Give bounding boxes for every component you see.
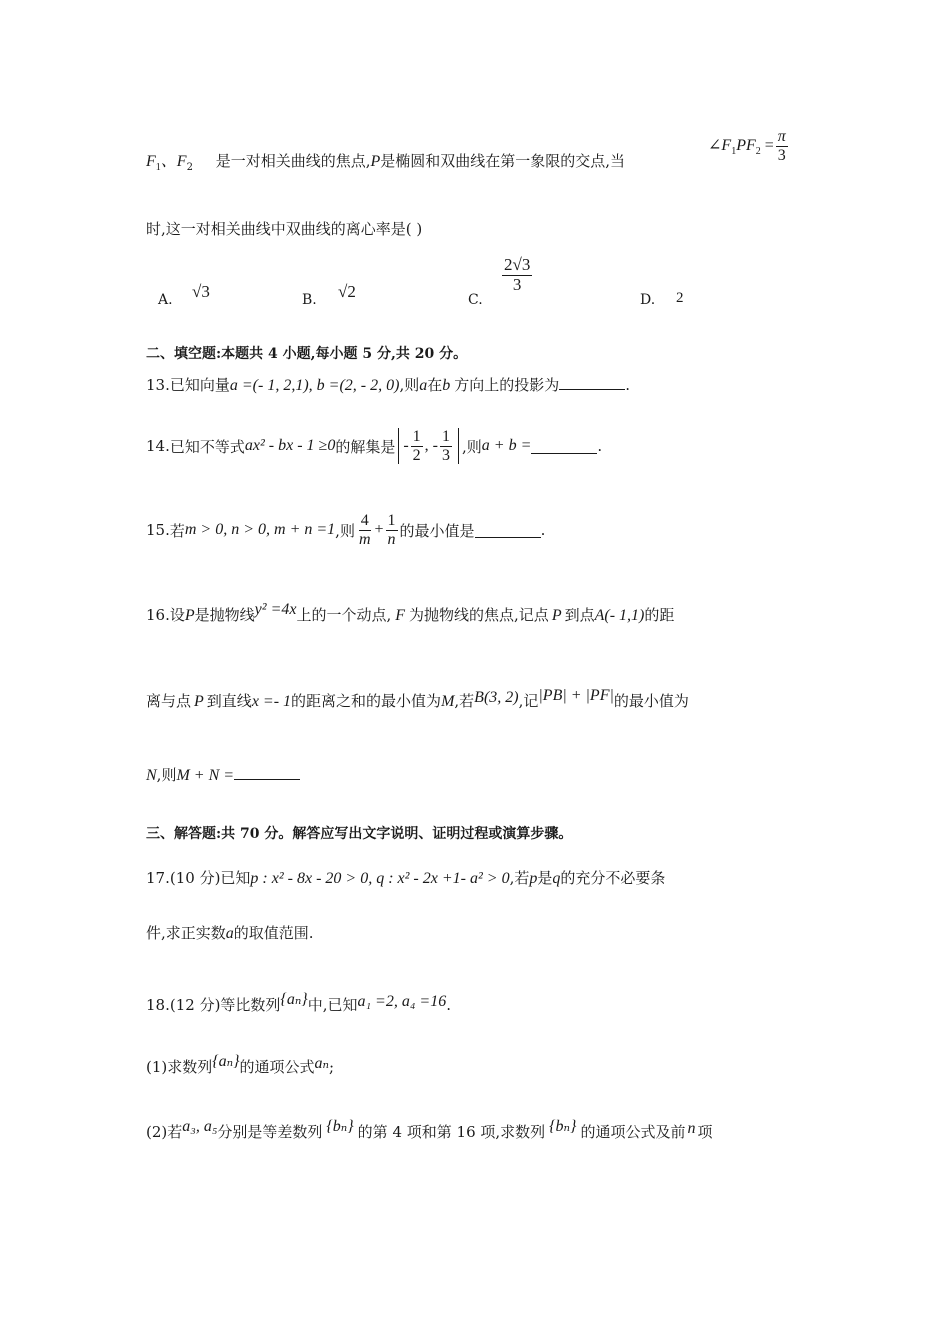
q13-pre: 已知向量 <box>169 376 230 394</box>
q14-expr2: a + b = <box>481 437 532 455</box>
q12-line2: 时,这一对相关曲线中双曲线的离心率是( ) <box>146 220 423 238</box>
q13-num: 13. <box>146 376 170 394</box>
q15-expr: m > 0, n > 0, m + n =1 <box>184 521 336 539</box>
q16-answer-blank[interactable] <box>234 765 300 780</box>
foci-F2-sub: 2 <box>186 162 193 173</box>
q16-line-eq: x =- 1 <box>251 693 292 710</box>
q14-end: . <box>597 437 603 456</box>
q13-post: 方向上的投影为 <box>454 376 560 394</box>
q15-n2: 1 <box>387 512 396 529</box>
q14-interval <box>398 428 459 464</box>
q18-p1a: (1)求数列 <box>146 1058 213 1076</box>
option-d-label: D. <box>640 292 656 308</box>
q17-line1 <box>146 867 665 888</box>
q13-end: . <box>625 376 631 394</box>
option-c-label: C. <box>468 292 483 308</box>
q18-p1b: 的通项公式 <box>239 1058 315 1076</box>
angle-sub1: 1 <box>731 146 737 158</box>
q16-l1d: 为抛物线的焦点,记点 <box>409 606 549 624</box>
q15-num: 15. <box>146 521 170 540</box>
q14 <box>146 428 602 464</box>
q15-frac2 <box>386 512 398 548</box>
q18-a3a5: a₃, a₅ <box>182 1118 218 1135</box>
q16-num: 16. <box>146 606 170 624</box>
q18-n: n <box>687 1120 696 1137</box>
q14-d2: 3 <box>441 446 450 464</box>
q17-p: p <box>529 870 538 887</box>
q16-point-B: B(3, 2) <box>474 689 519 706</box>
q18-num: 18. <box>146 996 170 1014</box>
option-a-label: A. <box>158 292 173 308</box>
q16-P: P <box>184 607 195 624</box>
q18-seq-a2: {aₙ} <box>212 1053 240 1070</box>
q14-pre: 已知不等式 <box>169 437 245 456</box>
q16-line1 <box>146 601 675 625</box>
q13-b: b <box>442 377 451 394</box>
angle-sub2: 2 <box>755 146 761 158</box>
q16-P2: P <box>551 607 562 624</box>
angle-mid: PF <box>736 137 756 154</box>
q18-p2b: 分别是等差数列 <box>217 1123 323 1141</box>
q14-num: 14. <box>146 437 170 456</box>
angle-fraction <box>776 128 788 164</box>
q15-d1: m <box>358 530 371 548</box>
q13 <box>146 374 630 395</box>
q17-line2 <box>146 922 314 943</box>
q16-l1c: 上的一个动点, <box>296 606 392 624</box>
q15-frac1 <box>357 512 373 548</box>
angle-num: π <box>777 128 786 145</box>
q14-minus1: - <box>403 437 409 455</box>
q12-angle <box>708 128 790 164</box>
q14-comma: , - <box>424 437 438 455</box>
q14-frac2 <box>440 428 452 464</box>
q18-score: (12 分)等比数列 <box>169 996 281 1014</box>
q17-post: 的充分不必要条 <box>560 869 666 887</box>
q15-n1: 4 <box>360 512 369 529</box>
q17-a: a <box>225 925 234 942</box>
q15-end: . <box>540 521 546 540</box>
q13-mid1: ,则 <box>399 376 420 394</box>
q13-a: a <box>419 377 428 394</box>
q12-P: P <box>370 153 381 170</box>
q16-l1f: 的距 <box>644 606 675 624</box>
q17-q: q <box>552 870 561 887</box>
q18-p2d: 的通项公式及前 <box>580 1123 686 1141</box>
q13-answer-blank[interactable] <box>559 375 625 390</box>
q16-l1a: 设 <box>169 606 185 624</box>
q16-PB-PF: |PB| + |PF| <box>538 687 614 704</box>
q16-l1b: 是抛物线 <box>194 606 255 624</box>
foci-F2: 、F <box>160 153 187 170</box>
q17-l2a: 件,求正实数 <box>146 924 226 942</box>
q16-point-A: A(- 1,1) <box>594 607 645 624</box>
q16-M: M <box>441 693 455 710</box>
q13-expr: a =(- 1, 2,1), b =(2, - 2, 0) <box>229 377 400 394</box>
option-b-value: √2 <box>338 282 356 301</box>
q18-end: . <box>446 996 451 1014</box>
q17-score: (10 分)已知 <box>169 869 251 887</box>
option-c-den: 3 <box>512 274 522 294</box>
q18-p2c: 的第 4 项和第 16 项,求数列 <box>357 1123 546 1141</box>
q15-plus: + <box>374 521 384 539</box>
q18-an: aₙ <box>314 1055 330 1072</box>
q18-expr: a₁ =2, a₄ =16 <box>357 993 447 1010</box>
q16-l1e: 到点 <box>564 606 595 624</box>
foci-F1: $F_1$ <box>146 153 161 174</box>
q16-l2d: ,若 <box>454 692 475 710</box>
q16-l2f: 的最小值为 <box>613 692 689 710</box>
q16-l3a: ,则 <box>156 766 177 784</box>
q17-num: 17. <box>146 869 170 887</box>
angle-prefix: ∠F <box>708 137 732 154</box>
q18-seq-a: {aₙ} <box>280 991 308 1008</box>
q12-text2: 是椭圆和双曲线在第一象限的交点,当 <box>380 152 626 170</box>
q15 <box>146 512 545 548</box>
q18-part1 <box>146 1053 335 1077</box>
q16-line2 <box>146 687 689 711</box>
angle-den: 3 <box>777 146 786 164</box>
q15-d2: n <box>387 530 396 548</box>
q14-post: ,则 <box>461 437 482 456</box>
q16-line3 <box>146 764 300 785</box>
q16-N: N <box>146 767 157 784</box>
q14-n1: 1 <box>412 428 421 445</box>
q18-p2e: 项 <box>697 1123 713 1141</box>
option-b-label: B. <box>302 292 317 308</box>
q12-text1: 是一对相关曲线的焦点, <box>215 152 371 170</box>
q17-mid: ,若 <box>509 869 530 887</box>
q17-expr: p : x² - 8x - 20 > 0, q : x² - 2x +1- a² > 0 <box>250 870 510 887</box>
q18-mid: 中,已知 <box>307 996 358 1014</box>
option-c-num: 2√3 <box>504 255 531 274</box>
q13-mid2: 在 <box>427 376 443 394</box>
q15-pre: 若 <box>169 521 185 540</box>
q18-seq-b: {bₙ} <box>326 1118 354 1135</box>
q18-p1c: ; <box>329 1058 335 1076</box>
q16-l2a: 离与点 <box>146 692 192 710</box>
q16-parabola: y² =4x <box>254 601 297 618</box>
section2-heading: 二、填空题:本题共 4 小题,每小题 5 分,共 20 分。 <box>146 346 468 362</box>
option-d-value: 2 <box>676 290 684 306</box>
q18-seq-b2: {bₙ} <box>549 1118 577 1135</box>
q16-P3: P <box>194 693 204 710</box>
q16-F: F <box>395 607 406 624</box>
angle-eq: = <box>760 137 774 154</box>
q15-post: 的最小值是 <box>399 521 475 540</box>
q14-d1: 2 <box>412 446 421 464</box>
q15-mid: ,则 <box>335 521 355 540</box>
q16-l2c: 的距离之和的最小值为 <box>291 692 442 710</box>
q16-MN: M + N = <box>176 767 235 784</box>
q16-l2e: ,记 <box>518 692 539 710</box>
q14-mid: 的解集是 <box>335 437 396 456</box>
q14-n2: 1 <box>441 428 450 445</box>
q15-answer-blank[interactable] <box>475 523 541 538</box>
section3-heading: 三、解答题:共 70 分。解答应写出文字说明、证明过程或演算步骤。 <box>146 826 573 842</box>
q18-part2 <box>146 1118 713 1142</box>
q17-mid2: 是 <box>537 869 553 887</box>
option-c-value <box>502 256 532 294</box>
q14-answer-blank[interactable] <box>531 439 597 454</box>
option-a-value: √3 <box>192 282 210 301</box>
q17-l2b: 的取值范围. <box>233 924 314 942</box>
q14-frac1 <box>411 428 423 464</box>
q18-p2a: (2)若 <box>146 1123 183 1141</box>
q14-expr: ax² - bx - 1 ≥0 <box>244 437 336 455</box>
q16-l2b: 到直线 <box>206 692 252 710</box>
q12-line1 <box>146 148 625 173</box>
q18-line1 <box>146 991 451 1015</box>
